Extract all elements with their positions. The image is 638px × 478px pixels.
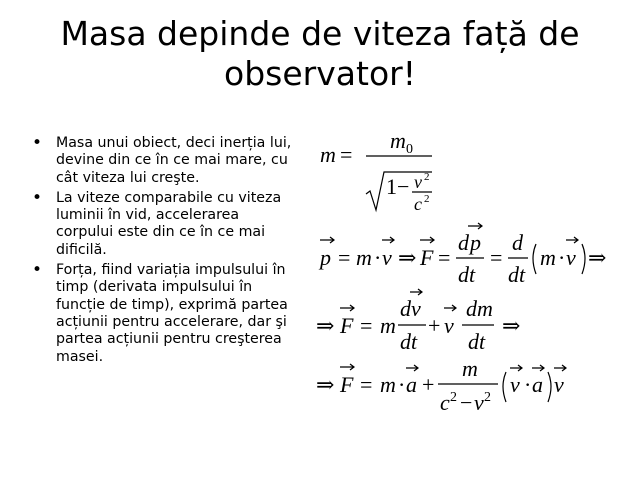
formula-dv: dv — [400, 296, 421, 321]
formula-dm: dm — [466, 296, 493, 321]
formula-dot: · — [558, 245, 566, 270]
vector-arrow — [420, 237, 434, 243]
formula-panel — [312, 128, 632, 418]
bullet-item: • La viteze comparabile cu viteza luminii în vid, accelerarea corpului este din ce în ce mai dificilă. — [32, 190, 300, 259]
formula-dot: · — [524, 372, 532, 397]
formula-implies: ⇒ — [316, 372, 335, 397]
vector-arrow — [554, 365, 566, 371]
formula-eq: = — [338, 245, 351, 270]
formula-dot: · — [398, 372, 406, 397]
formula-minus: − — [397, 174, 410, 199]
formula-eq: = — [360, 313, 373, 338]
paren-open — [533, 244, 536, 274]
formula-implies: ⇒ — [398, 245, 417, 270]
formula-p: p — [320, 245, 331, 270]
formula-c-pow: 2 — [450, 390, 457, 405]
formula-d: d — [458, 230, 469, 255]
vector-arrow — [566, 237, 578, 243]
formula-svg — [312, 128, 632, 418]
formula-dt: dt — [400, 329, 418, 354]
bullet-item: • Masa unui obiect, deci inerția lui, devine din ce în ce mai mare, cu cât viteza lui creşte. — [32, 135, 300, 187]
formula-force-expanded — [316, 356, 566, 415]
paren-close — [548, 372, 551, 402]
formula-m: m — [380, 313, 396, 338]
formula-momentum — [318, 223, 606, 287]
formula-eq: = — [438, 245, 451, 270]
formula-eq: = — [360, 372, 373, 397]
formula-v: v — [382, 245, 392, 270]
bullet-list — [32, 135, 300, 369]
paren-open — [503, 372, 506, 402]
bullet-item: • Forța, fiind variația impulsului în timp (derivata impulsului în funcție de timp), exprimă partea acțiunii pentru accelerare, dar şi partea acțiunii pentru creşterea masei. — [32, 262, 300, 366]
formula-v-pow: 2 — [424, 171, 430, 183]
vector-arrow — [406, 365, 418, 371]
formula-p: p — [470, 230, 481, 255]
formula-m: m — [540, 245, 556, 270]
formula-v: v — [444, 313, 454, 338]
formula-minus: − — [460, 390, 473, 415]
formula-implies: ⇒ — [502, 313, 521, 338]
vector-arrow — [382, 237, 394, 243]
formula-mass — [320, 128, 432, 214]
formula-v: v — [474, 390, 484, 415]
formula-v-pow: 2 — [484, 390, 491, 405]
formula-implies: ⇒ — [588, 245, 607, 270]
formula-v: v — [566, 245, 576, 270]
formula-m0: m — [390, 128, 406, 153]
formula-c: c — [414, 194, 422, 214]
vector-arrow — [410, 289, 422, 295]
formula-F: F — [420, 245, 434, 270]
formula-force — [316, 289, 520, 354]
formula-implies: ⇒ — [316, 313, 335, 338]
formula-eq: = — [490, 245, 503, 270]
formula-m: m — [462, 356, 478, 381]
formula-dot: · — [374, 245, 382, 270]
title-line-2: observator! — [224, 54, 416, 93]
formula-a: a — [532, 372, 543, 397]
formula-v: v — [414, 172, 422, 192]
paren-close — [582, 244, 585, 274]
formula-d: d — [512, 230, 523, 255]
formula-plus: + — [422, 372, 435, 397]
formula-m: m — [320, 142, 336, 167]
vector-arrow — [468, 223, 482, 229]
title-line-1: Masa depinde de viteza față de — [60, 14, 580, 53]
vector-arrow — [320, 237, 334, 243]
formula-plus: + — [428, 313, 441, 338]
formula-eq: = — [340, 142, 353, 167]
vector-arrow — [532, 365, 544, 371]
vector-arrow — [340, 305, 354, 311]
formula-m0-sub: 0 — [406, 142, 413, 157]
vector-arrow — [444, 305, 456, 311]
formula-one: 1 — [386, 174, 397, 199]
formula-c-pow: 2 — [424, 193, 430, 205]
formula-F: F — [340, 313, 354, 338]
formula-v: v — [510, 372, 520, 397]
formula-v: v — [554, 372, 564, 397]
slide-title — [30, 14, 610, 94]
formula-m: m — [380, 372, 396, 397]
formula-dt: dt — [508, 262, 526, 287]
formula-dt: dt — [468, 329, 486, 354]
formula-F: F — [340, 372, 354, 397]
formula-m: m — [356, 245, 372, 270]
formula-c: c — [440, 390, 450, 415]
vector-arrow — [510, 365, 522, 371]
vector-arrow — [340, 364, 354, 370]
formula-a: a — [406, 372, 417, 397]
formula-dt: dt — [458, 262, 476, 287]
